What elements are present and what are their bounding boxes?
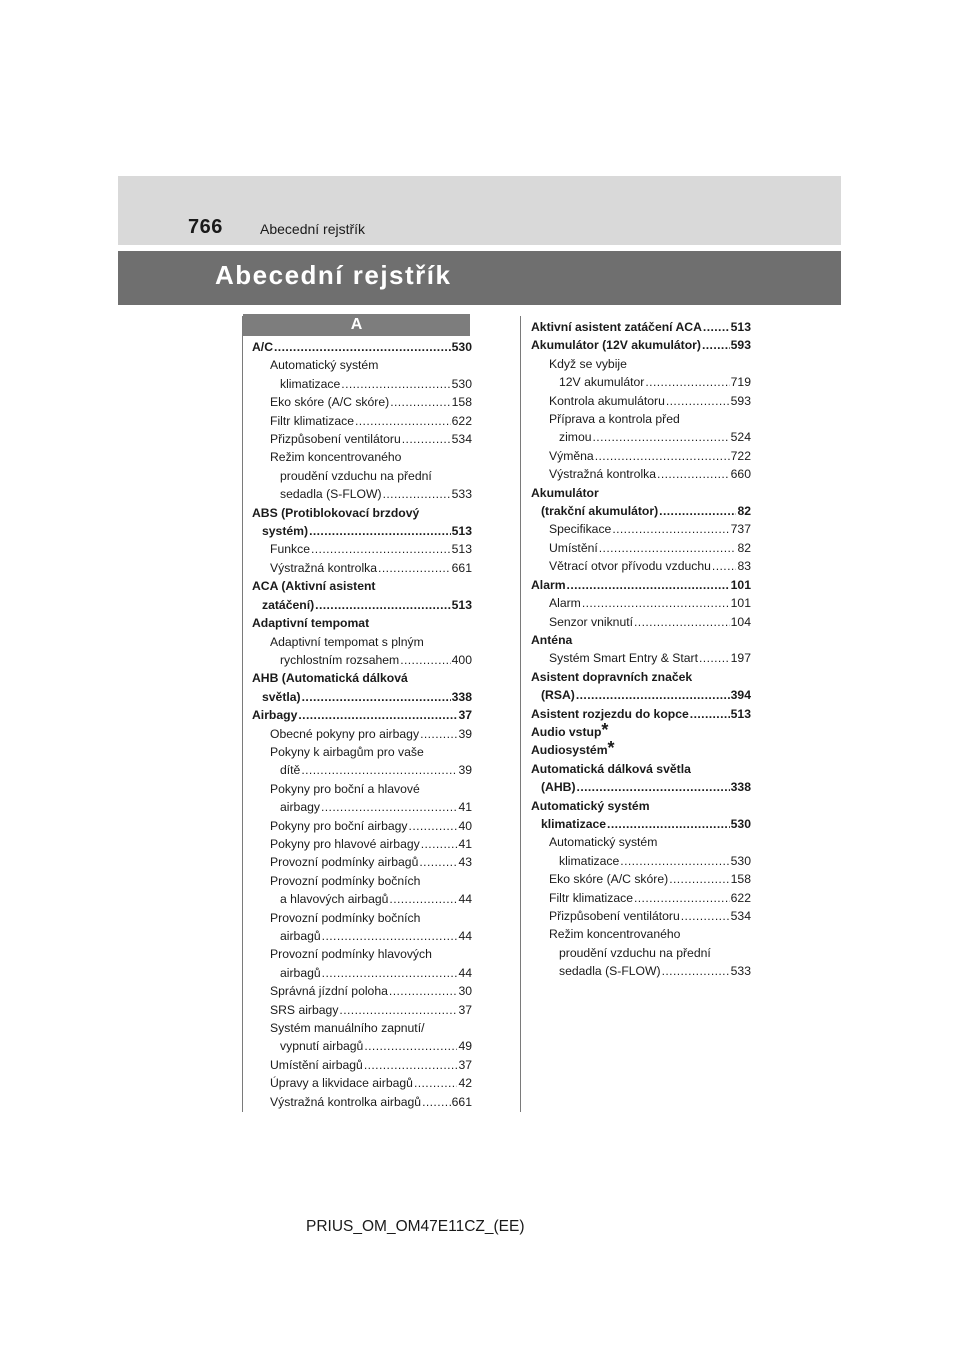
index-entry-text: Přizpůsobení ventilátoru [549, 909, 680, 923]
index-entry [252, 669, 472, 687]
index-entry [531, 686, 751, 704]
leader-dots [274, 338, 451, 356]
leader-dots [341, 375, 450, 393]
index-entry-text: proudění vzduchu na přední [559, 945, 711, 960]
index-entry-text: SRS airbagy [270, 1002, 339, 1017]
index-entry [531, 631, 751, 649]
index-page-number: 44 [458, 892, 472, 907]
index-entry-text: Přizpůsobení ventilátoru [270, 432, 401, 447]
index-entry [252, 559, 472, 577]
index-page-number: 104 [730, 614, 751, 629]
index-entry [531, 852, 751, 870]
index-entry-text: Výstražná kontrolka [549, 467, 657, 482]
index-entry-text: Provozní podmínky airbagů [270, 855, 419, 870]
leader-dots [389, 890, 457, 908]
index-entry [252, 393, 472, 411]
index-page-number: 39 [458, 763, 472, 778]
index-entry [531, 649, 751, 667]
leader-dots [634, 889, 730, 907]
index-page-number: 39 [458, 726, 472, 741]
index-entry-text: Výstražná kontrolka airbagů [270, 1094, 422, 1109]
leader-dots [364, 1056, 458, 1074]
index-entry-text: zimou [559, 430, 592, 445]
index-entry [531, 539, 751, 557]
index-entry-text: Výstražná kontrolka [270, 560, 378, 575]
leader-dots [414, 1074, 458, 1092]
index-entry [252, 633, 472, 651]
index-entry [252, 467, 472, 485]
index-entry-text: klimatizace [559, 853, 620, 868]
index-entry-text: Provozní podmínky hlavových [270, 947, 432, 962]
index-entry [531, 944, 751, 962]
index-entry [252, 1056, 472, 1074]
index-entry-text: Režim koncentrovaného [270, 450, 402, 465]
leader-dots [421, 835, 458, 853]
index-entry-text: sedadla (S-FLOW) [280, 487, 382, 502]
index-entry [252, 780, 472, 798]
index-entry [531, 778, 751, 796]
index-entry [252, 872, 472, 890]
index-entry-text: Akumulátor [531, 485, 599, 500]
index-entry [531, 484, 751, 502]
index-entry [252, 743, 472, 761]
index-entry [252, 1037, 472, 1055]
index-entry-text: airbagů [280, 929, 321, 943]
index-entry [252, 706, 472, 724]
index-entry-text: Systém manuálního zapnutí/ [270, 1021, 425, 1036]
index-entry [252, 651, 472, 669]
index-entry [252, 1019, 472, 1037]
leader-dots [657, 465, 730, 483]
index-page-number: 37 [458, 708, 472, 723]
leader-dots [593, 428, 730, 446]
index-entry-text: 12V akumulátor [559, 375, 645, 390]
index-entry [531, 962, 751, 980]
index-entry-text: Alarm [549, 596, 581, 611]
index-entry [252, 945, 472, 963]
leader-dots [681, 907, 730, 925]
leader-dots [576, 686, 730, 704]
index-page-number: 661 [451, 1094, 472, 1109]
leader-dots [659, 502, 736, 520]
index-entry-text: Systém Smart Entry & Start [549, 651, 698, 666]
section-title: Abecední rejstřík [215, 260, 452, 290]
index-page-number: 534 [730, 909, 751, 923]
index-entry-text: Funkce [270, 542, 310, 557]
index-page-number: 593 [730, 393, 751, 408]
index-entry [531, 336, 751, 354]
leader-dots [634, 613, 730, 631]
index-page-number: 622 [451, 413, 472, 428]
leader-dots [378, 559, 451, 577]
index-entry [531, 833, 751, 851]
index-entry-text: klimatizace [280, 376, 341, 391]
index-entry-text: Airbagy [252, 708, 298, 723]
leader-dots [309, 522, 451, 540]
index-entry [531, 392, 751, 410]
leader-dots [645, 373, 729, 391]
leader-dots [577, 778, 730, 796]
index-entry-text: (trakční akumulátor) [541, 504, 659, 519]
index-entry-text: Asistent dopravních značek [531, 669, 693, 684]
index-entry [531, 668, 751, 686]
leader-dots [339, 1001, 457, 1019]
leader-dots [699, 649, 730, 667]
index-entry [531, 502, 751, 520]
index-entry-text: Automatický systém [531, 798, 650, 813]
index-entry [531, 465, 751, 483]
leader-dots [302, 688, 451, 706]
index-entry-text: Provozní podmínky bočních [270, 910, 421, 925]
index-page-number: 524 [730, 430, 751, 445]
index-entry [252, 1074, 472, 1092]
index-page-number: 394 [730, 688, 751, 703]
index-entry [531, 594, 751, 612]
index-column-right [531, 318, 751, 981]
index-entry-text: Pokyny k airbagům pro vaše [270, 744, 424, 759]
index-page-number: 158 [730, 872, 751, 887]
index-entry-text: Automatická dálková světla [531, 761, 691, 776]
index-entry-text: zatáčení) [262, 597, 315, 612]
leader-dots [420, 725, 457, 743]
index-entry [252, 338, 472, 356]
index-entry-text: Specifikace [549, 522, 612, 537]
index-entry-text: rychlostním rozsahem [280, 652, 400, 667]
index-page-number: 82 [737, 540, 751, 555]
index-entry-text: Filtr klimatizace [270, 413, 354, 428]
index-entry [531, 355, 751, 373]
index-page-number: 101 [730, 577, 751, 592]
index-entry-text: AHB (Automatická dálková [252, 671, 408, 686]
index-entry [252, 356, 472, 374]
index-entry [531, 557, 751, 575]
index-entry-text: Audio vstup [531, 724, 602, 739]
leader-dots [620, 852, 729, 870]
index-entry: Audiosystém * [531, 741, 615, 759]
index-entry-text: Obecné pokyny pro airbagy [270, 726, 420, 741]
leader-dots [690, 705, 730, 723]
index-entry [252, 927, 472, 945]
leader-dots [409, 817, 458, 835]
leader-dots [607, 815, 730, 833]
index-entry [252, 982, 472, 1000]
index-page-number: 533 [451, 487, 472, 502]
index-page-number: 37 [458, 1057, 472, 1072]
index-entry-text: Filtr klimatizace [549, 890, 633, 905]
index-page-number: 661 [451, 560, 472, 575]
index-entry-text: ACA (Aktivní asistent [252, 579, 376, 594]
index-entry-text: Audiosystém [531, 743, 608, 758]
index-page-number: 83 [737, 559, 751, 574]
index-entry [252, 835, 472, 853]
leader-dots [419, 853, 457, 871]
index-entry-text: Provozní podmínky bočních [270, 873, 421, 888]
index-entry-text: vypnutí airbagů [280, 1039, 364, 1054]
index-entry [531, 760, 751, 778]
leader-dots [311, 540, 451, 558]
index-entry-text: A/C [252, 340, 273, 354]
index-page-number: 338 [730, 780, 751, 795]
index-page-number: 41 [458, 836, 472, 851]
index-entry [252, 577, 472, 595]
index-entry [252, 1093, 472, 1111]
leader-dots [595, 447, 730, 465]
index-entry: Audio vstup * [531, 722, 609, 740]
leader-dots [402, 430, 451, 448]
index-page-number: 44 [458, 965, 472, 980]
index-entry-text: klimatizace [541, 816, 607, 831]
leader-dots [321, 798, 457, 816]
index-entry-text: ABS (Protiblokovací brzdový [252, 505, 420, 520]
index-entry [531, 410, 751, 428]
header-title: Abecední rejstřík [260, 221, 366, 237]
index-page-number: 513 [730, 320, 751, 334]
index-entry-text: Eko skóre (A/C skóre) [270, 395, 390, 410]
index-page-number: 400 [451, 652, 472, 667]
index-entry [252, 853, 472, 871]
index-entry-text: Automatický systém [270, 358, 379, 373]
index-entry [531, 318, 751, 336]
index-entry-text: Kontrola akumulátoru [549, 393, 665, 408]
index-entry [252, 614, 472, 632]
index-page-number: 37 [458, 1002, 472, 1017]
index-entry [252, 1001, 472, 1019]
index-entry [252, 890, 472, 908]
index-page-number: 41 [458, 800, 472, 815]
leader-dots [422, 1093, 451, 1111]
index-page-number: 722 [730, 448, 751, 463]
index-entry [252, 596, 472, 614]
index-page-number: 30 [458, 984, 472, 999]
index-entry [531, 705, 751, 723]
leader-dots [702, 336, 730, 354]
index-entry-text: Pokyny pro boční airbagy [270, 818, 408, 833]
index-entry-text: proudění vzduchu na přední [280, 468, 432, 483]
index-entry [531, 907, 751, 925]
index-entry [531, 520, 751, 538]
index-entry [252, 430, 472, 448]
index-page-number: 737 [730, 522, 751, 537]
footer-code: PRIUS_OM_OM47E11CZ_(EE) [306, 1218, 525, 1235]
letter-heading: A [243, 314, 470, 336]
index-entry [252, 522, 472, 540]
index-entry-text: (AHB) [541, 780, 576, 795]
leader-dots [582, 594, 730, 612]
index-page-number: 197 [730, 651, 751, 666]
index-entry-text: (RSA) [541, 688, 575, 703]
leader-dots [703, 318, 730, 336]
header-band [118, 176, 841, 245]
leader-dots [612, 520, 729, 538]
leader-dots [301, 761, 457, 779]
index-entry [252, 964, 472, 982]
index-entry-text: Adaptivní tempomat s plným [270, 634, 424, 649]
index-entry [531, 889, 751, 907]
index-entry [531, 576, 751, 594]
index-page-number: 40 [458, 818, 472, 833]
index-entry [252, 688, 472, 706]
index-page-number: 530 [451, 376, 472, 391]
leader-dots [322, 927, 458, 945]
leader-dots [662, 962, 730, 980]
index-entry [531, 613, 751, 631]
leader-dots [567, 576, 730, 594]
index-entry [531, 815, 751, 833]
index-page-number: 44 [458, 929, 472, 943]
index-page-number: 533 [730, 964, 751, 979]
leader-dots [712, 557, 737, 575]
index-page-number: 513 [451, 542, 472, 557]
index-entry-text: Správná jízdní poloha [270, 984, 388, 999]
index-entry-text: Adaptivní tempomat [252, 616, 370, 631]
index-page-number: 660 [730, 467, 751, 482]
index-page-number: 593 [730, 338, 751, 353]
index-entry-text: dítě [280, 763, 301, 778]
index-entry-text: Pokyny pro boční a hlavové [270, 781, 420, 796]
leader-dots [400, 651, 450, 669]
index-entry-text: Pokyny pro hlavové airbagy [270, 836, 420, 851]
leader-dots [364, 1037, 457, 1055]
leader-dots [666, 392, 730, 410]
index-entry-text: světla) [262, 689, 301, 704]
index-page-number: 49 [458, 1039, 472, 1054]
index-entry [252, 540, 472, 558]
index-column-left [252, 338, 472, 1111]
index-page-number: 82 [737, 504, 751, 519]
index-entry-text: Příprava a kontrola před [549, 412, 680, 427]
index-page-number: 513 [730, 706, 751, 721]
index-entry [252, 485, 472, 503]
index-entry [252, 725, 472, 743]
index-entry [252, 412, 472, 430]
index-entry [252, 817, 472, 835]
index-entry [252, 761, 472, 779]
leader-dots [298, 706, 457, 724]
index-entry [531, 925, 751, 943]
leader-dots [355, 412, 451, 430]
index-entry [531, 447, 751, 465]
index-entry-text: Eko skóre (A/C skóre) [549, 872, 669, 887]
index-page-number: 101 [730, 596, 751, 611]
index-entry-text: systém) [262, 524, 309, 539]
leader-dots [599, 539, 737, 557]
index-page-number: 530 [451, 340, 472, 354]
index-page-number: 719 [730, 375, 751, 390]
index-entry-text: sedadla (S-FLOW) [559, 964, 661, 979]
index-entry-text: Aktivní asistent zatáčení ACA [531, 320, 702, 334]
leader-dots [390, 393, 450, 411]
index-entry [531, 373, 751, 391]
index-page-number: 513 [451, 524, 472, 539]
index-entry [252, 375, 472, 393]
index-entry-text: Asistent rozjezdu do kopce [531, 706, 689, 721]
index-entry-text: Větrací otvor přívodu vzduchu [549, 559, 711, 574]
index-entry-text: airbagů [280, 965, 321, 980]
index-entry-text: Akumulátor (12V akumulátor) [531, 338, 701, 353]
index-entry [252, 909, 472, 927]
index-page-number: 42 [458, 1076, 472, 1091]
right-column-rule [520, 316, 521, 1112]
index-entry [252, 504, 472, 522]
leader-dots [669, 870, 729, 888]
index-entry-text: Úpravy a likvidace airbagů [270, 1076, 413, 1091]
index-entry-text: Alarm [531, 577, 566, 592]
index-page-number: 338 [451, 689, 472, 704]
index-entry-text: Výměna [549, 448, 594, 463]
index-page-number: 43 [458, 855, 472, 870]
index-entry [531, 870, 751, 888]
index-entry-text: Senzor vniknutí [549, 614, 634, 629]
leader-dots [389, 982, 458, 1000]
index-page-number: 530 [730, 853, 751, 868]
index-page-number: 534 [451, 432, 472, 447]
index-entry-text: Automatický systém [549, 835, 658, 850]
index-entry-text: Režim koncentrovaného [549, 927, 681, 942]
index-entry [252, 798, 472, 816]
index-entry-text: Když se vybije [549, 356, 627, 371]
index-page-number: 622 [730, 890, 751, 905]
index-entry-text: Anténa [531, 632, 573, 647]
index-entry [531, 428, 751, 446]
leader-dots [315, 596, 451, 614]
index-entry [531, 797, 751, 815]
index-page-number: 513 [451, 597, 472, 612]
index-entry-text: airbagy [280, 800, 320, 815]
index-entry-text: Umístění [549, 540, 598, 555]
index-entry-text: Umístění airbagů [270, 1057, 363, 1072]
leader-dots [383, 485, 451, 503]
index-page-number: 158 [451, 395, 472, 410]
index-entry [252, 448, 472, 466]
index-entry-text: a hlavových airbagů [280, 892, 389, 907]
index-page-number: 530 [730, 816, 751, 831]
leader-dots [322, 964, 458, 982]
left-column-rule [242, 316, 243, 1112]
page-number: 766 [188, 216, 223, 238]
